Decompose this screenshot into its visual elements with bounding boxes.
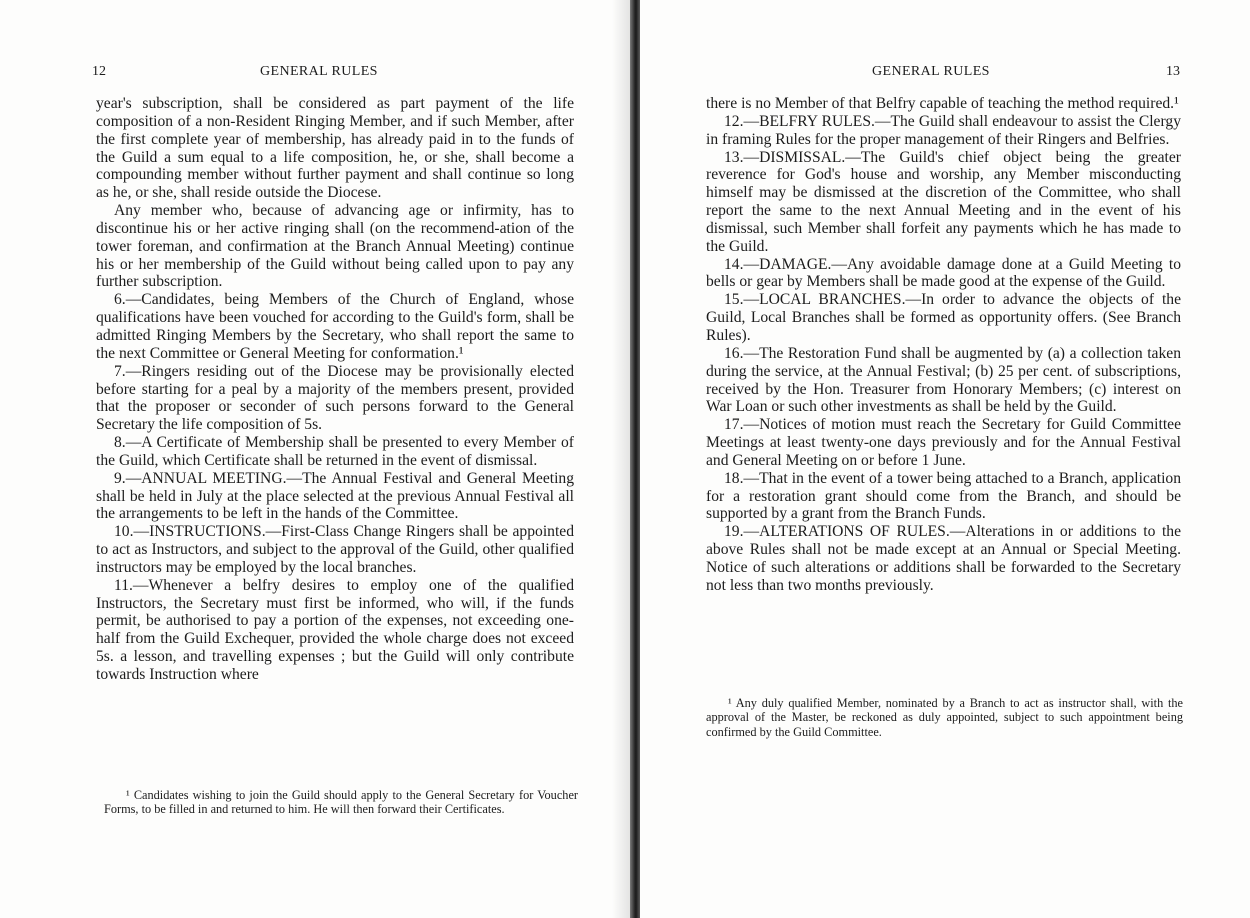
paragraph: 11.—Whenever a belfry desires to employ one of the qualified Instructors, the Secretary must first be informed, who will, if the funds permit, be authorised to pay a portion of the expenses, not exceeding one-half from the Guild Exchequer, provided the whole charge does not exceed 5s. a lesson, and travelling expenses ; but the Guild will only contribute towards Instruction where — [96, 576, 574, 683]
paragraph: 6.—Candidates, being Members of the Church of England, whose qualifications have been vouched for according to the Guild's form, shall be admitted Ringing Members by the Secretary, who shall report the same to the next Committee or General Meeting for conformation.¹ — [96, 291, 574, 362]
right-page — [640, 0, 1250, 918]
paragraph: 12.—BELFRY RULES.—The Guild shall endeavour to assist the Clergy in framing Rules for the proper management of their Ringers and Belfries. — [706, 112, 1181, 148]
page-number: 12 — [92, 64, 106, 79]
paragraph: Any member who, because of advancing age or infirmity, has to discontinue his or her active ringing shall (on the recommend-ation of the tower foreman, and confirmation at the Branch Annual Meeting) continue his or her membership of the Guild without being called upon to pay any further subscription. — [96, 202, 574, 291]
paragraph: there is no Member of that Belfry capable of teaching the method required.¹ — [706, 95, 1179, 112]
running-head: GENERAL RULES — [260, 64, 378, 79]
paragraph: 10.—INSTRUCTIONS.—First-Class Change Ringers shall be appointed to act as Instructors, and subject to the approval of the Guild, other qualified instructors may be employed by the local branches. — [96, 523, 574, 576]
book-gutter — [630, 0, 640, 918]
right-body — [706, 95, 1181, 595]
footnote-text: ¹ Any duly qualified Member, nominated by a Branch to act as instructor shall, with the approval of the Master, be reckoned as duly appointed, subject to such appointment being confirmed by the Guild Committee. — [706, 696, 1183, 739]
paragraph: 19.—ALTERATIONS OF RULES.—Alterations in or additions to the above Rules shall not be made except at an Annual or Special Meeting. Notice of such alterations or additions shall be forwarded to the Secretary not less than two months previously. — [706, 523, 1181, 594]
paragraph: 14.—DAMAGE.—Any avoidable damage done at a Guild Meeting to bells or gear by Members shall be made good at the expense of the Guild. — [706, 255, 1181, 291]
paragraph: 13.—DISMISSAL.—The Guild's chief object being the greater reverence for God's house and worship, any Member misconducting himself may be dismissed at the discretion of the Committee, who shall report the same to the next Annual Meeting and in the event of his dismissal, such Member shall forfeit any payments which he has made to the Guild. — [706, 148, 1181, 255]
footnote — [706, 696, 1183, 739]
footnote-text: ¹ Candidates wishing to join the Guild should apply to the General Secretary for Voucher Forms, to be filled in and returned to him. He will then forward their Certificates. — [104, 788, 578, 817]
page-number: 13 — [1166, 64, 1180, 79]
running-head: GENERAL RULES — [872, 64, 990, 79]
paragraph: year's subscription, shall be considered as part payment of the life composition of a non-Resident Ringing Member, and if such Member, after the first complete year of membership, has already paid in to the funds of the Guild a sum equal to a life composition, he, or she, shall become a compounding member without further payment and shall continue so long as he, or she, shall reside outside the Diocese. — [96, 95, 574, 202]
paragraph: 15.—LOCAL BRANCHES.—In order to advance the objects of the Guild, Local Branches shall be formed as opportunity offers. (See Branch Rules). — [706, 291, 1181, 344]
paragraph: 8.—A Certificate of Membership shall be presented to every Member of the Guild, which Certificate shall be returned in the event of dismissal. — [96, 434, 574, 469]
page-shadow — [612, 0, 630, 918]
paragraph: 18.—That in the event of a tower being attached to a Branch, application for a restoration grant should come from the Branch, and should be supported by a grant from the Branch Funds. — [706, 469, 1181, 523]
paragraph: 7.—Ringers residing out of the Diocese may be provisionally elected before starting for a peal by a majority of the members present, provided that the proposer or seconder of such persons forward to the General Secretary the life composition of 5s. — [96, 362, 574, 434]
footnote — [104, 788, 578, 817]
left-body — [96, 95, 574, 684]
paragraph: 17.—Notices of motion must reach the Secretary for Guild Committee Meetings at least twenty-one days previously and for the Annual Festival and General Meeting on or before 1 June. — [706, 416, 1181, 469]
paragraph: 16.—The Restoration Fund shall be augmented by (a) a collection taken during the service, at the Annual Festival; (b) 25 per cent. of subscriptions, received by the Hon. Treasurer from Honorary Members; (c) interest on War Loan or such other investments as shall be held by the Guild. — [706, 344, 1181, 416]
paragraph: 9.—ANNUAL MEETING.—The Annual Festival and General Meeting shall be held in July at the place selected at the previous Annual Festival all the arrangements to be left in the hands of the Committee. — [96, 469, 574, 523]
